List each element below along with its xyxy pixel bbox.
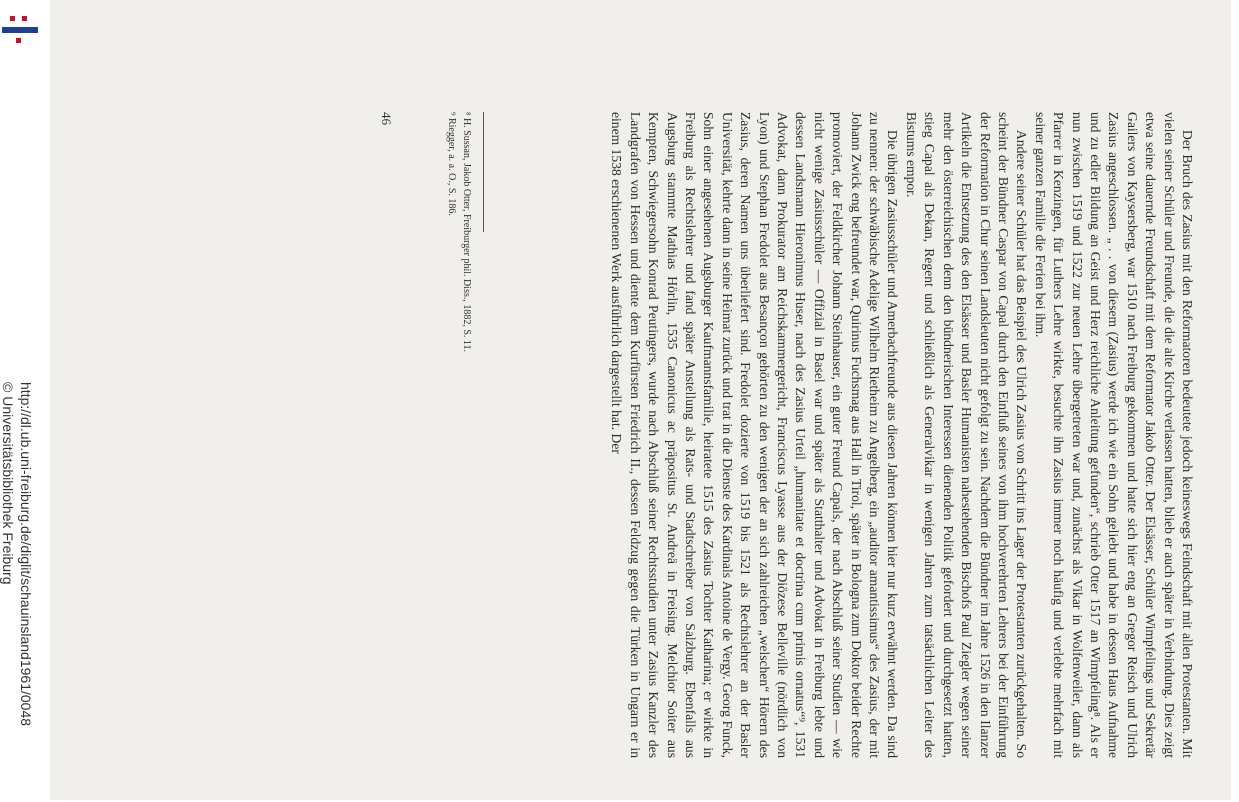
- right-margin: [1231, 0, 1239, 800]
- scanned-page: [50, 0, 1231, 800]
- footnote: ⁸ H. Sussan, Jakob Otter, Freiburger phil. Diss., 1882, S. 11.: [461, 112, 472, 353]
- footnote: ⁹ Riegger, a. a. O., S. 186.: [446, 112, 457, 216]
- paragraph: Der Bruch des Zasius mit den Reformatoren bedeutete jedoch keineswegs Feindschaft mit allen Protestanten. Mit vielen seiner Schüler und Freunde, die die alte Kirche verlassen hatten, blieb er auch später in Verbindung. Dies zeigt etwa seine dauernde Freundschaft mit dem Reformator Jakob Otter. Der Elsässer, Schüler Wimpfelings und Sekretär Gailers von Kaysersberg, war 1510 nach Freiburg gekommen und hatte sich hier eng an Gregor Reisch und Ulrich Zasius angeschlossen. „ . . von diesem (Zasius) werde ich wie ein Sohn geliebt und habe in dessen Haus Aufnahme und zu edler Bildung an Geist und Herz reichliche Anleitung gefunden“, schrieb Otter 1517 an Wimpfeling⁸. Als er nun zwischen 1519 und 1522 zur neuen Lehre übergetreten war und, zunächst als Vikar in Wolfenweiler, dann als Pfarrer in Kenzingen, für Luthers Lehre wirkte, besuchte ihn Zasius immer noch häufig und verlebte mehrfach mit seiner ganzen Familie die Ferien bei ihm.: [1032, 112, 1195, 758]
- viewer-margin: [0, 0, 50, 800]
- watermark: [0, 0, 50, 800]
- footnote-divider: [483, 112, 484, 232]
- footnotes: [444, 112, 474, 758]
- watermark-url: http://dl.ub.uni-freiburg.de/diglit/schauinsland1961/0048: [18, 382, 34, 727]
- paragraph: Die übrigen Zasiusschüler und Amerbachfreunde aus diesen Jahren können hier nur kurz erwähnt werden. Da sind zu nennen: der schwäbische Adelige Wilhelm Rietheim zu Angelberg, ein „auditor amantissimus“ des Zasius, der mit Johann Zwick eng befreundet war, Quirinus Fuchsmag aus Hall in Tirol, später in Bologna zum Doktor beider Rechte promoviert, der Feldkircher Johann Steinhauser, ein guter Freund Capals, der nach Abschluß seiner Studien — wie nicht wenige Zasiusschüler — Offizial in Basel war und später als Statthalter und Advokat in Freiburg lebte und dessen Landsmann Hieronimus Huser, nach des Zasius Urteil „humanitate et doctrina cum primis ornatus“⁹, 1531 Advokat, dann Prokurator am Reichskammergericht, Franciscus Lyasse aus der Diözese Belleville (nördlich von Lyon) und Stephan Fredolet aus Besançon gehörten zu den wenigen der an sich zahlreichen „welschen“ Hörern des Zasius, deren Namen uns überliefert sind. Fredolet dozierte von 1519 bis 1521 als Rechtslehrer an der Basler Universität, kehrte dann in seine Heimat zurück und trat in die Dienste des Kardinals Antoine de Vergy. Georg Funck, Sohn einer angesehenen Augsburger Kaufmannsfamilie, heiratete 1515 des Zasius Tochter Katharina; er wirkte in Freiburg als Rechtslehrer und fand später Anstellung als Rats- und Stadtschreiber von Salzburg. Ebenfalls aus Augsburg stammte Mathias Hörlin, 1535 Canonicus ac präpositus St. Andreä in Freising. Melchior Soiter aus Kempten, Schwiegersohn Konrad Peutingers, wurde nach Abschluß seiner Rechtsstudien unter Zasius Kanzler des Landgrafen von Hessen und diente dem Kurfürsten Friedrich II., dessen Feldzug gegen die Türken in Ungarn er in einem 1538 erschienenen Werk ausführlich dargestellt hat. Der: [609, 112, 901, 758]
- paragraph: Andere seiner Schüler hat das Beispiel des Ulrich Zasius von Schritt ins Lager der Protestanten zurückgehalten. So scheint der Bündner Caspar von Capal durch den Einfluß seines von ihm hochverehrten Lehrers bei der Einführung der Reformation in Chur seinen Landsleuten nicht gefolgt zu sein. Nachdem die Bündner im Jahre 1526 in den Ilanzer Artikeln die Entsetzung des den Elsässer und Basler Humanisten nahestehenden Bischofs Paul Ziegler wegen seiner mehr den österreichischen denn den bündnerischen Interessen dienenden Politik gefordert und durchgesetzt hatten, stieg Capal als Dekan, Regent und schließlich als Generalvikar in wenigen Jahren zum tatsächlichen Leiter des Bistums empor.: [903, 112, 1030, 758]
- watermark-credit: © Universitätsbibliothek Freiburg: [0, 382, 16, 585]
- rotated-page: [206, 112, 1196, 802]
- body-text: [607, 112, 1196, 758]
- page-number: 46: [379, 112, 394, 125]
